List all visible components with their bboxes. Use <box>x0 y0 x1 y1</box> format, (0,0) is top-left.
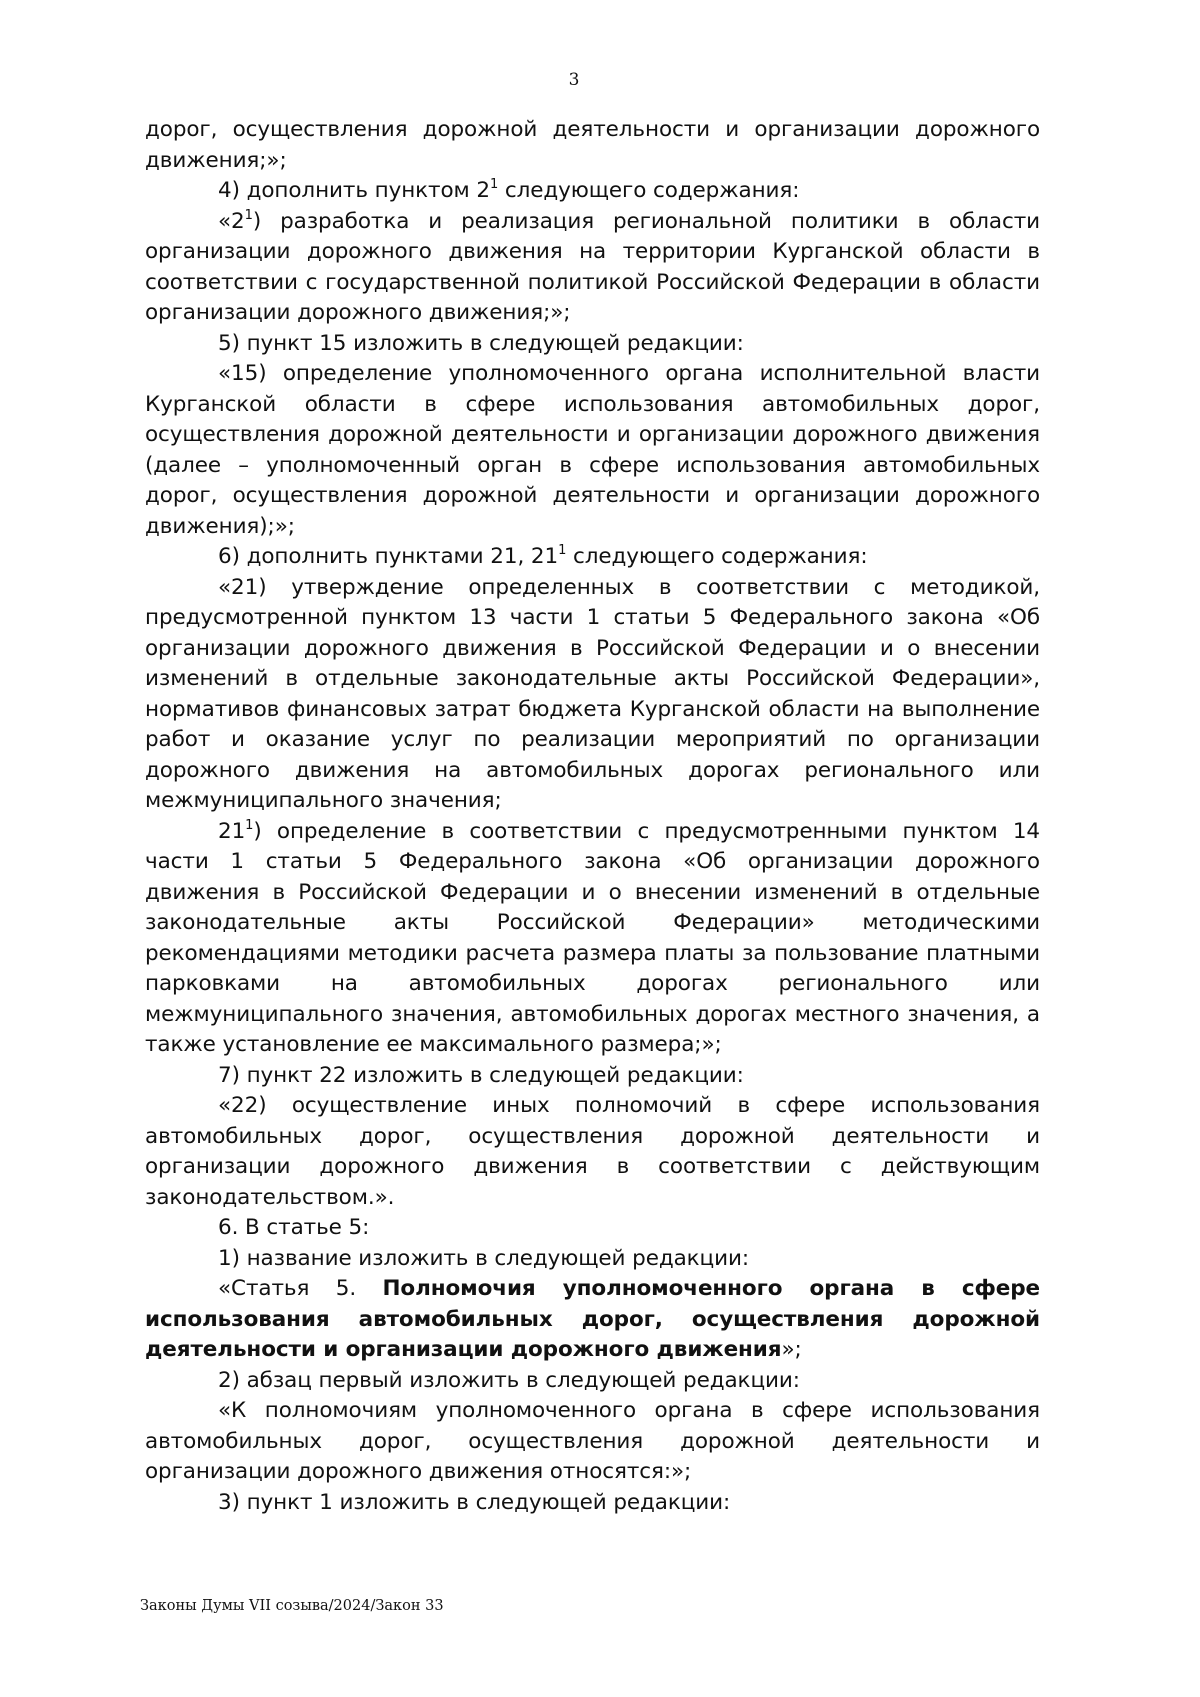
paragraph-text: 6) дополнить пунктами 21, 21 <box>218 544 559 569</box>
paragraph <box>145 1488 1040 1519</box>
paragraph-text: «21) утверждение определенных в соответствии с методикой, предусмотренной пунктом 13 части 1 статьи 5 Федерального закона «Об организации дорожного движения в Российской Федерации и о внесении изменений в отдельные законодательные акты Российской Федерации», нормативов финансовых затрат бюджета Курганской области на выполнение работ и оказание услуг по реализации мероприятий по организации дорожного движения на автомобильных дорогах регионального или межмуниципального значения; <box>145 574 1040 813</box>
paragraph <box>145 176 1040 207</box>
paragraph <box>145 1366 1040 1397</box>
document-body <box>145 115 1040 1518</box>
document-footer: Законы Думы VII созыва/2024/Закон 33 <box>140 1598 444 1614</box>
paragraph <box>145 1244 1040 1275</box>
paragraph-text: ) определение в соответствии с предусмотренными пунктом 14 части 1 статьи 5 Федерального закона «Об организации дорожного движения в Российской Федерации и о внесении изменений в отдельные законодательные акты Российской Федерации» методическими рекомендациями методики расчета размера платы за пользование платными парковками на автомобильных дорогах регионального или межмуниципального значения, автомобильных дорогах местного значения, а также установление ее максимального размера;»; <box>145 818 1040 1057</box>
paragraph <box>145 329 1040 360</box>
paragraph <box>145 115 1040 176</box>
superscript: 1 <box>489 177 499 192</box>
paragraph <box>145 1091 1040 1213</box>
paragraph <box>145 359 1040 542</box>
paragraph-text: дорог, осуществления дорожной деятельности и организации дорожного движения;»; <box>145 117 1040 173</box>
paragraph-text: 3) пункт 1 изложить в следующей редакции: <box>218 1489 731 1515</box>
superscript: 1 <box>245 817 254 833</box>
paragraph-text: ) разработка и реализация региональной политики в области организации дорожного движения на территории Курганской области в соответствии с государственной политикой Российской Федерации в области организации дорожного движения;»; <box>145 208 1040 325</box>
paragraph <box>145 1396 1040 1488</box>
paragraph-text: «К полномочиям уполномоченного органа в сфере использования автомобильных дорог, осуществления дорожной деятельности и организации дорожного движения относятся:»; <box>145 1398 1040 1484</box>
paragraph-text: следующего содержания: <box>566 544 868 569</box>
paragraph <box>145 542 1040 573</box>
paragraph-text: «Статья 5. <box>218 1276 383 1301</box>
paragraph <box>145 1061 1040 1092</box>
superscript: 1 <box>244 207 253 223</box>
paragraph-text: 7) пункт 22 изложить в следующей редакции: <box>218 1062 744 1088</box>
paragraph-text: 5) пункт 15 изложить в следующей редакции: <box>218 330 744 356</box>
paragraph-text: 21 <box>218 818 246 844</box>
superscript: 1 <box>558 543 567 558</box>
paragraph <box>145 1213 1040 1244</box>
page-number: 3 <box>568 70 580 90</box>
paragraph-text: 1) название изложить в следующей редакции: <box>218 1245 749 1271</box>
paragraph-text: 6. В статье 5: <box>218 1215 370 1240</box>
paragraph-text: »; <box>781 1337 802 1362</box>
paragraph-text: 2) абзац первый изложить в следующей редакции: <box>218 1367 800 1393</box>
paragraph-text: «15) определение уполномоченного органа исполнительной власти Курганской области в сфере использования автомобильных дорог, осуществления дорожной деятельности и организации дорожного движения (далее – уполномоченный орган в сфере использования автомобильных дорог, осуществления дорожной деятельности и организации дорожного движения);»; <box>145 361 1040 539</box>
paragraph <box>145 207 1040 329</box>
paragraph-text: «2 <box>218 208 245 234</box>
paragraph-text: следующего содержания: <box>498 178 800 203</box>
paragraph-text: 4) дополнить пунктом 2 <box>218 178 490 203</box>
paragraph <box>145 817 1040 1061</box>
paragraph <box>145 1274 1040 1366</box>
article-title-bold: Полномочия уполномоченного органа в сфере использования автомобильных дорог, осуществления дорожной деятельности и организации дорожного движения <box>145 1276 1041 1362</box>
paragraph <box>145 573 1040 817</box>
paragraph-text: «22) осуществление иных полномочий в сфере использования автомобильных дорог, осуществления дорожной деятельности и организации дорожного движения в соответствии с действующим законодательством.». <box>145 1093 1040 1210</box>
